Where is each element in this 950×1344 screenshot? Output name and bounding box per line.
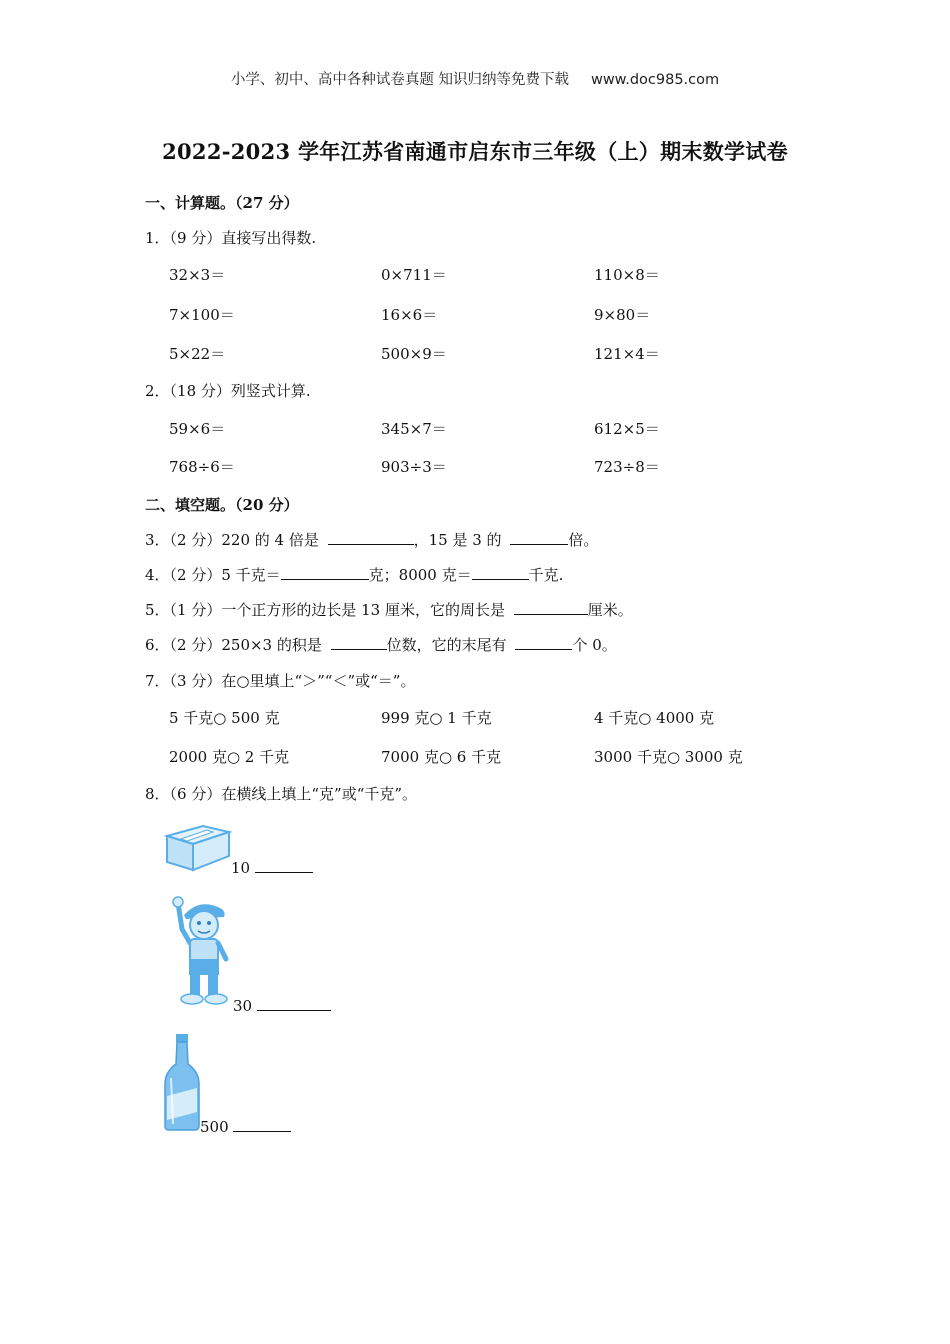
q3-text-b: ，15 是 3 的	[413, 531, 502, 549]
page-title: 2022-2023 学年江苏省南通市启东市三年级（上）期末数学试卷	[162, 139, 788, 164]
q8-bottle-value: 500	[200, 1118, 229, 1136]
q5-text-a: 5．（1 分）一个正方形的边长是 13 厘米，它的周长是	[145, 601, 505, 619]
q1-item: 7×100＝	[169, 306, 235, 324]
q2-item: 612×5＝	[594, 420, 660, 438]
question-6	[145, 634, 617, 655]
q6-text-c: 个 0。	[572, 636, 617, 654]
q8-eraser-answer-blank[interactable]	[255, 858, 313, 873]
question-3	[145, 529, 598, 550]
q4-answer-blank-1[interactable]	[281, 565, 369, 580]
q1-item: 32×3＝	[169, 266, 226, 284]
q7-item: 4 千克○ 4000 克	[594, 709, 715, 727]
q1-item: 500×9＝	[381, 345, 447, 363]
q3-answer-blank-1[interactable]	[328, 530, 414, 545]
boy-icon	[170, 895, 236, 1007]
question-5	[145, 599, 633, 620]
q1-item: 0×711＝	[381, 266, 447, 284]
q8-item-bottle	[200, 1117, 291, 1136]
question-4	[145, 564, 563, 585]
q5-answer-blank[interactable]	[514, 600, 588, 615]
q6-answer-blank-2[interactable]	[515, 635, 572, 650]
q1-item: 5×22＝	[169, 345, 226, 363]
q1-item: 110×8＝	[594, 266, 660, 284]
q2-item: 59×6＝	[169, 420, 226, 438]
question-7-label: 7．（3 分）在○里填上“＞”“＜”或“＝”。	[145, 672, 416, 690]
q7-item: 5 千克○ 500 克	[169, 709, 280, 727]
q5-text-b: 厘米。	[587, 601, 633, 619]
q8-eraser-value: 10	[231, 859, 251, 877]
q3-answer-blank-2[interactable]	[510, 530, 568, 545]
q4-text-a: 4．（2 分）5 千克＝	[145, 566, 281, 584]
q2-item: 345×7＝	[381, 420, 447, 438]
header-text: 小学、初中、高中各种试卷真题 知识归纳等免费下载	[230, 72, 569, 88]
q8-item-eraser	[231, 858, 313, 877]
question-1-label: 1．（9 分）直接写出得数.	[145, 229, 317, 247]
q1-item: 16×6＝	[381, 306, 438, 324]
header-url[interactable]: www.doc985.com	[590, 72, 720, 88]
q1-item: 121×4＝	[594, 345, 660, 363]
eraser-icon	[163, 814, 233, 874]
q8-boy-answer-blank[interactable]	[257, 996, 331, 1011]
q2-item: 903÷3＝	[381, 458, 447, 476]
section-fill-in: 二、填空题。（20 分）	[145, 496, 299, 514]
q6-text-a: 6．（2 分）250×3 的积是	[145, 636, 322, 654]
q1-item: 9×80＝	[594, 306, 651, 324]
q6-text-b: 位数，它的末尾有	[386, 636, 507, 654]
q4-text-c: 千克.	[528, 566, 564, 584]
q8-bottle-answer-blank[interactable]	[233, 1117, 291, 1132]
question-2-label: 2．（18 分）列竖式计算.	[145, 382, 311, 400]
q3-text-c: 倍。	[568, 531, 599, 549]
question-8-label: 8．（6 分）在横线上填上“克”或“千克”。	[145, 785, 418, 803]
page-header	[0, 68, 950, 89]
section-calculation: 一、计算题。（27 分）	[145, 194, 299, 212]
q7-item: 999 克○ 1 千克	[381, 709, 492, 727]
q2-item: 768÷6＝	[169, 458, 235, 476]
q7-item: 2000 克○ 2 千克	[169, 748, 290, 766]
q4-text-b: 克；8000 克＝	[368, 566, 472, 584]
q7-item: 7000 克○ 6 千克	[381, 748, 502, 766]
q7-item: 3000 千克○ 3000 克	[594, 748, 743, 766]
q2-item: 723÷8＝	[594, 458, 660, 476]
q4-answer-blank-2[interactable]	[472, 565, 529, 580]
q3-text-a: 3．（2 分）220 的 4 倍是	[145, 531, 319, 549]
bottle-icon	[161, 1032, 203, 1132]
q6-answer-blank-1[interactable]	[331, 635, 387, 650]
q8-boy-value: 30	[233, 997, 253, 1015]
q8-item-boy	[233, 996, 331, 1015]
